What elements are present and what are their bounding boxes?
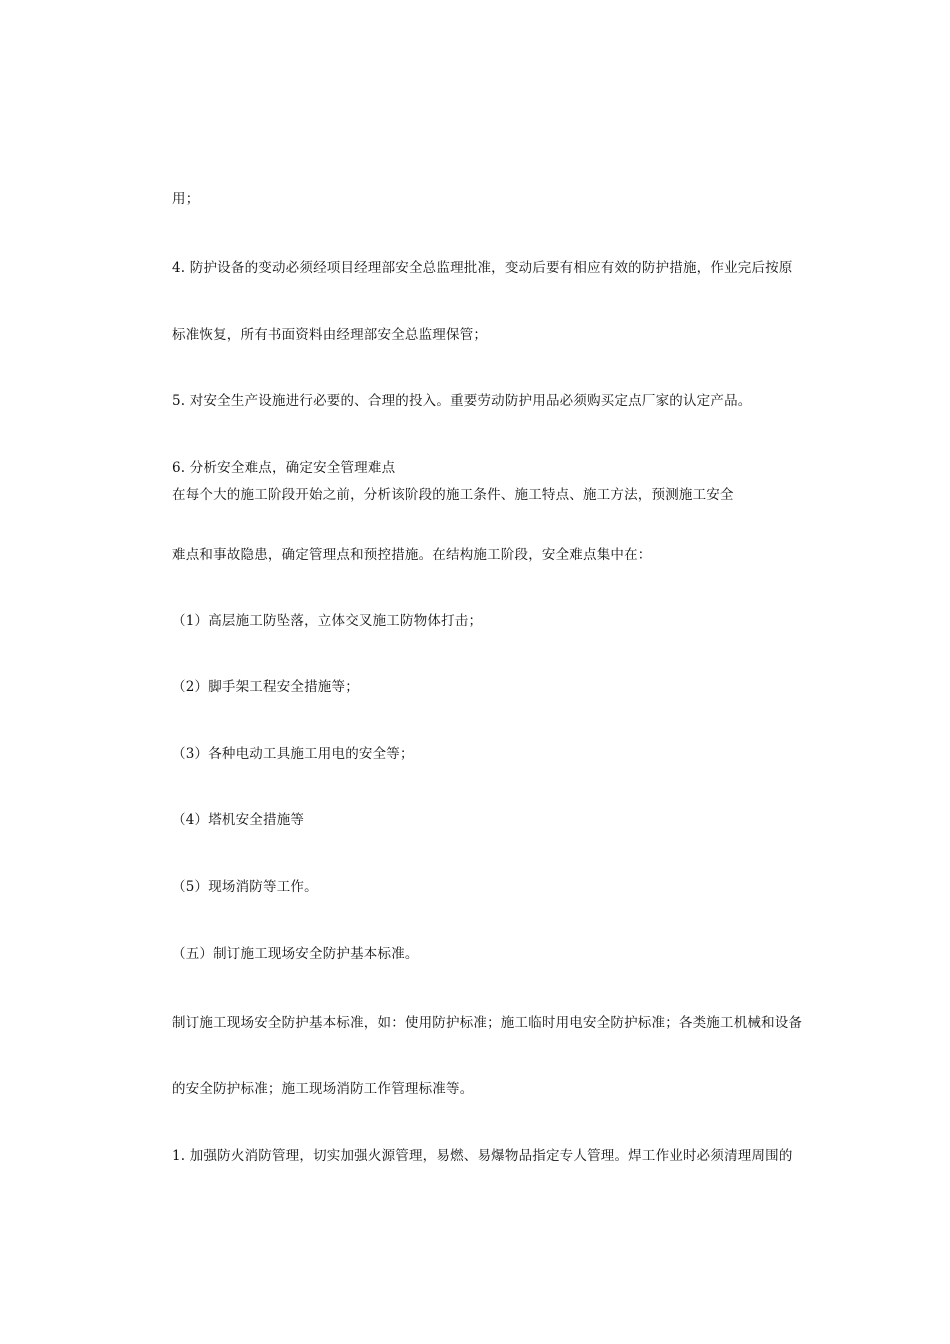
text-line: 难点和事故隐患，确定管理点和预控措施。在结构施工阶段，安全难点集中在： <box>172 547 652 563</box>
text-line: 的安全防护标准；施工现场消防工作管理标准等。 <box>172 1081 474 1097</box>
section-heading: （五）制订施工现场安全防护基本标准。 <box>172 946 419 962</box>
list-item: （4）塔机安全措施等 <box>172 812 305 828</box>
text-line: 在每个大的施工阶段开始之前，分析该阶段的施工条件、施工特点、施工方法，预测施工安全 <box>172 487 734 503</box>
list-item: （5）现场消防等工作。 <box>172 879 318 895</box>
text-line: 用； <box>172 191 200 207</box>
list-item: （1）高层施工防坠落，立体交叉施工防物体打击； <box>172 613 483 629</box>
text-line: 1. 加强防火消防管理，切实加强火源管理，易燃、易爆物品指定专人管理。焊工作业时必须清理周围的 <box>172 1148 793 1164</box>
list-item: （2）脚手架工程安全措施等； <box>172 679 359 695</box>
section-heading: 6. 分析安全难点，确定安全管理难点 <box>172 460 396 476</box>
text-line: 5. 对安全生产设施进行必要的、合理的投入。重要劳动防护用品必须购买定点厂家的认定产品。 <box>172 393 752 409</box>
text-line: 制订施工现场安全防护基本标准，如：使用防护标准；施工临时用电安全防护标准；各类施工机械和设备 <box>172 1015 803 1031</box>
text-line: 标准恢复，所有书面资料由经理部安全总监理保管； <box>172 327 488 343</box>
list-item: （3）各种电动工具施工用电的安全等； <box>172 746 414 762</box>
text-line: 4. 防护设备的变动必须经项目经理部安全总监理批准，变动后要有相应有效的防护措施，作业完后按原 <box>172 260 793 276</box>
